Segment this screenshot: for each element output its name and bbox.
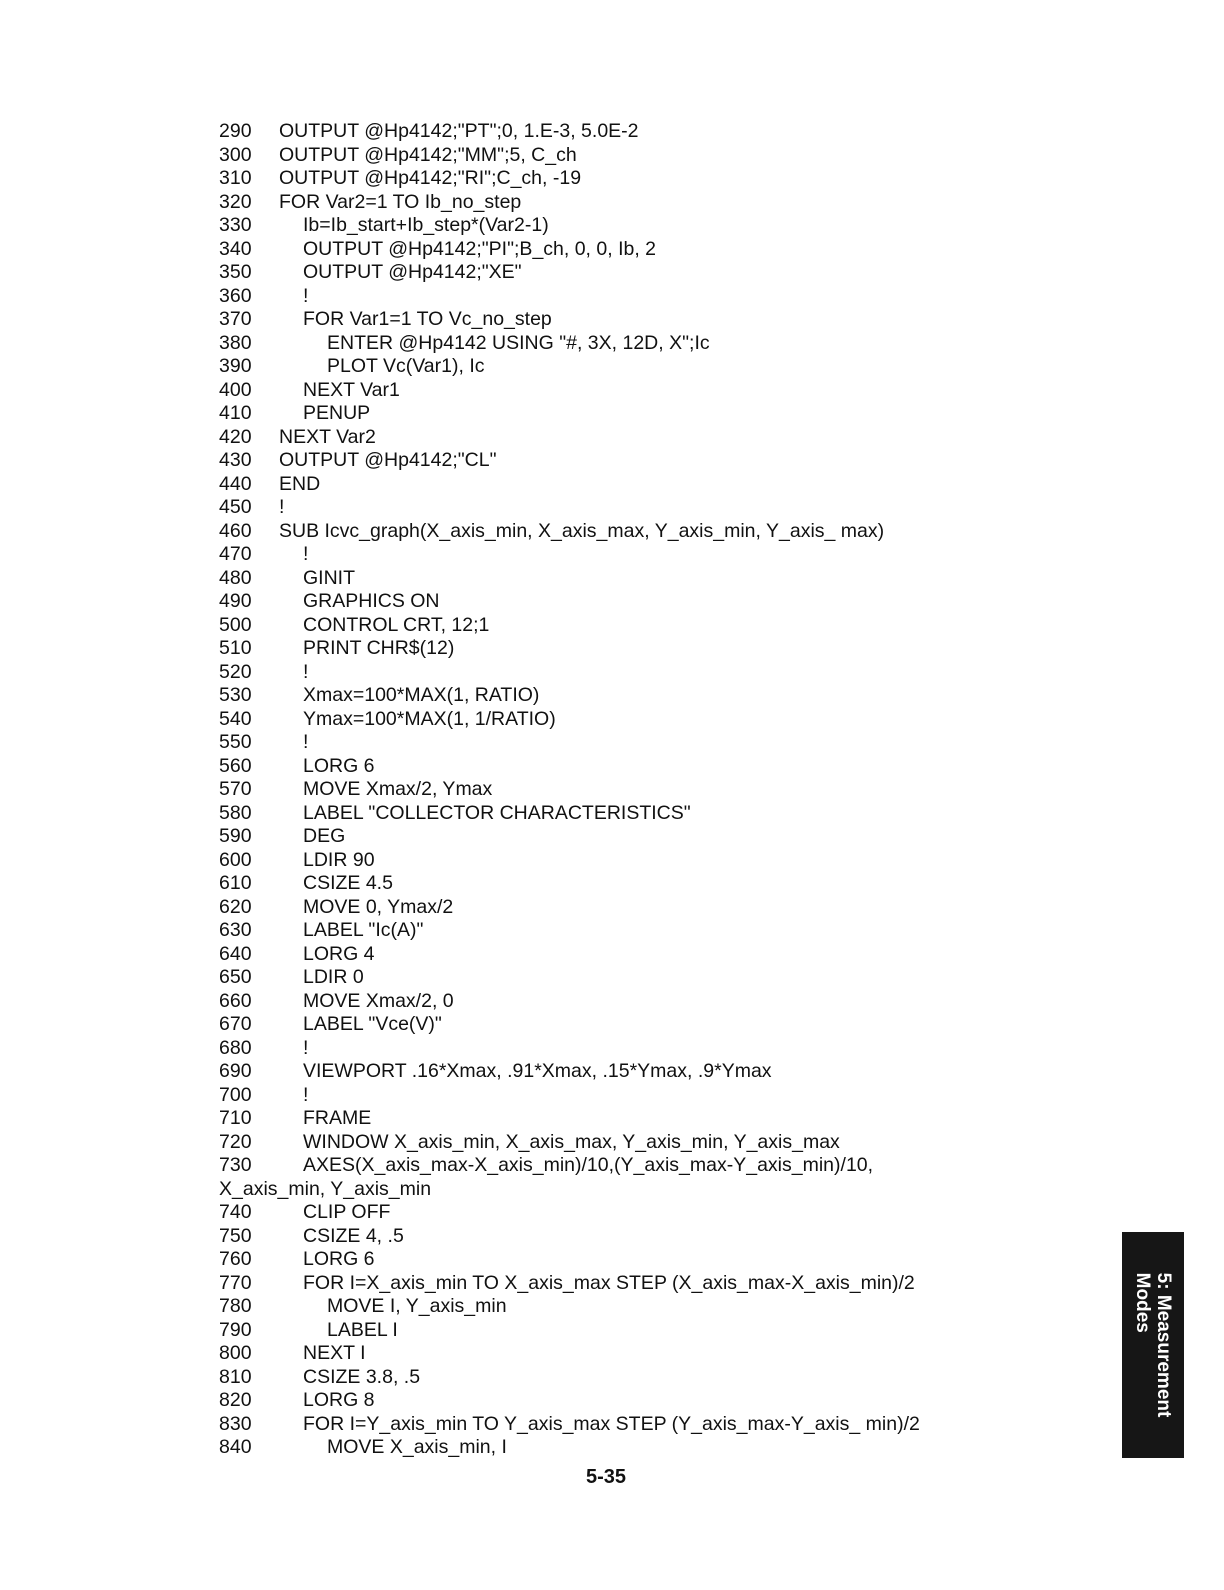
code-line bbox=[219, 1389, 1099, 1413]
code-line bbox=[219, 1107, 1099, 1131]
page-number: 5-35 bbox=[585, 1466, 627, 1488]
line-code: ENTER @Hp4142 USING "#, 3X, 12D, X";Ic bbox=[327, 331, 710, 354]
line-number: 590 bbox=[219, 825, 252, 847]
line-code: MOVE 0, Ymax/2 bbox=[303, 895, 454, 918]
section-tab-line-2: Modes bbox=[1132, 1272, 1153, 1333]
code-line bbox=[219, 1319, 1099, 1343]
code-line bbox=[219, 990, 1099, 1014]
line-number: 650 bbox=[219, 966, 252, 988]
line-code: LORG 6 bbox=[303, 754, 375, 777]
line-code: DEG bbox=[303, 825, 346, 847]
line-number: 700 bbox=[219, 1083, 252, 1106]
line-number: 360 bbox=[219, 284, 252, 307]
line-number: 480 bbox=[219, 566, 252, 589]
line-number: 800 bbox=[219, 1342, 252, 1364]
code-line bbox=[219, 1037, 1099, 1061]
code-line bbox=[219, 1131, 1099, 1155]
code-line bbox=[219, 684, 1099, 708]
line-code: NEXT Var2 bbox=[279, 425, 376, 448]
line-number: 570 bbox=[219, 778, 252, 800]
line-code: LABEL "COLLECTOR CHARACTERISTICS" bbox=[303, 801, 691, 824]
line-code: FOR Var1=1 TO Vc_no_step bbox=[303, 308, 552, 330]
code-line bbox=[219, 1060, 1099, 1084]
line-code: Xmax=100*MAX(1, RATIO) bbox=[303, 684, 540, 706]
code-line bbox=[219, 1413, 1099, 1437]
line-code: CLIP OFF bbox=[303, 1201, 391, 1223]
code-line bbox=[219, 214, 1099, 238]
code-line bbox=[219, 1225, 1099, 1249]
code-line bbox=[219, 637, 1099, 661]
line-code: PENUP bbox=[303, 402, 371, 424]
line-code: Ib=Ib_start+Ib_step*(Var2-1) bbox=[303, 214, 549, 236]
line-code: MOVE I, Y_axis_min bbox=[327, 1295, 507, 1317]
line-number: 710 bbox=[219, 1107, 252, 1129]
code-line bbox=[219, 261, 1099, 285]
code-line bbox=[219, 1366, 1099, 1390]
code-line bbox=[219, 496, 1099, 520]
line-number: 620 bbox=[219, 895, 252, 918]
code-line bbox=[219, 1272, 1099, 1296]
line-code: GINIT bbox=[303, 566, 355, 589]
line-number: 330 bbox=[219, 214, 252, 236]
line-number: 320 bbox=[219, 190, 252, 213]
line-code: FOR Var2=1 TO Ib_no_step bbox=[279, 190, 522, 213]
line-number: 350 bbox=[219, 261, 252, 283]
line-code: ! bbox=[303, 543, 309, 565]
line-number: 640 bbox=[219, 942, 252, 965]
line-code: MOVE Xmax/2, Ymax bbox=[303, 778, 493, 800]
line-number: 770 bbox=[219, 1271, 252, 1294]
line-number: 380 bbox=[219, 331, 252, 354]
code-line bbox=[219, 802, 1099, 826]
line-code: ! bbox=[303, 660, 309, 683]
section-tab bbox=[1122, 1232, 1184, 1458]
line-number: 420 bbox=[219, 425, 252, 448]
line-code: ! bbox=[279, 496, 285, 518]
line-code: ! bbox=[303, 731, 309, 753]
code-line bbox=[219, 567, 1099, 591]
line-number: 440 bbox=[219, 472, 252, 495]
line-code: OUTPUT @Hp4142;"PI";B_ch, 0, 0, Ib, 2 bbox=[303, 237, 657, 260]
code-line bbox=[219, 1248, 1099, 1272]
line-number: 290 bbox=[219, 120, 252, 142]
line-number: 450 bbox=[219, 496, 252, 518]
code-line bbox=[219, 191, 1099, 215]
line-number: 680 bbox=[219, 1036, 252, 1059]
line-number: 600 bbox=[219, 848, 252, 871]
code-line bbox=[219, 543, 1099, 567]
code-line bbox=[219, 402, 1099, 426]
line-number: 520 bbox=[219, 660, 252, 683]
code-line bbox=[219, 449, 1099, 473]
code-line bbox=[219, 1342, 1099, 1366]
code-line bbox=[219, 896, 1099, 920]
line-code: LORG 6 bbox=[303, 1248, 375, 1270]
code-line bbox=[219, 308, 1099, 332]
line-number: 560 bbox=[219, 754, 252, 777]
code-line bbox=[219, 355, 1099, 379]
line-number: 790 bbox=[219, 1318, 252, 1341]
code-line bbox=[219, 1013, 1099, 1037]
code-line bbox=[219, 426, 1099, 450]
line-code: VIEWPORT .16*Xmax, .91*Xmax, .15*Ymax, .9*Ymax bbox=[303, 1060, 772, 1082]
line-number: 630 bbox=[219, 919, 252, 941]
line-number: 460 bbox=[219, 519, 252, 542]
line-number: 550 bbox=[219, 731, 252, 753]
line-code: MOVE X_axis_min, I bbox=[327, 1436, 507, 1458]
code-line bbox=[219, 731, 1099, 755]
code-line bbox=[219, 1295, 1099, 1319]
line-number: 470 bbox=[219, 543, 252, 565]
line-code: LDIR 0 bbox=[303, 966, 364, 988]
line-code: LDIR 90 bbox=[303, 848, 375, 871]
line-code: CONTROL CRT, 12;1 bbox=[303, 613, 490, 636]
code-line bbox=[219, 473, 1099, 497]
line-code: OUTPUT @Hp4142;"RI";C_ch, -19 bbox=[279, 167, 582, 189]
line-code: X_axis_min, Y_axis_min bbox=[219, 1177, 432, 1200]
line-code: MOVE Xmax/2, 0 bbox=[303, 989, 454, 1012]
line-code: CSIZE 4, .5 bbox=[303, 1224, 404, 1247]
line-code: OUTPUT @Hp4142;"XE" bbox=[303, 261, 522, 283]
line-code: PLOT Vc(Var1), Ic bbox=[327, 355, 485, 377]
code-line bbox=[219, 332, 1099, 356]
code-line bbox=[219, 520, 1099, 544]
line-number: 400 bbox=[219, 378, 252, 401]
line-number: 510 bbox=[219, 637, 252, 659]
line-code: SUB Icvc_graph(X_axis_min, X_axis_max, Y_axis_min, Y_axis_ max) bbox=[279, 519, 885, 542]
line-number: 430 bbox=[219, 449, 252, 471]
line-code: PRINT CHR$(12) bbox=[303, 637, 455, 659]
line-number: 740 bbox=[219, 1201, 252, 1223]
line-number: 410 bbox=[219, 402, 252, 424]
code-line bbox=[219, 872, 1099, 896]
line-code: LABEL "Vce(V)" bbox=[303, 1013, 442, 1035]
line-code: LORG 8 bbox=[303, 1389, 375, 1411]
code-line bbox=[219, 1084, 1099, 1108]
line-number: 750 bbox=[219, 1224, 252, 1247]
code-line bbox=[219, 285, 1099, 309]
line-number: 580 bbox=[219, 801, 252, 824]
line-code: ! bbox=[303, 1036, 309, 1059]
line-number: 810 bbox=[219, 1365, 252, 1388]
code-line bbox=[219, 167, 1099, 191]
code-line bbox=[219, 919, 1099, 943]
line-number: 370 bbox=[219, 308, 252, 330]
line-number: 830 bbox=[219, 1412, 252, 1435]
code-listing bbox=[219, 120, 1099, 1460]
code-line bbox=[219, 144, 1099, 168]
line-number: 540 bbox=[219, 707, 252, 730]
line-number: 780 bbox=[219, 1295, 252, 1317]
code-line bbox=[219, 1178, 1099, 1202]
line-code: AXES(X_axis_max-X_axis_min)/10,(Y_axis_max-Y_axis_min)/10, bbox=[303, 1154, 874, 1176]
line-code: NEXT Var1 bbox=[303, 378, 400, 401]
line-number: 530 bbox=[219, 684, 252, 706]
line-code: GRAPHICS ON bbox=[303, 590, 440, 612]
line-number: 340 bbox=[219, 237, 252, 260]
line-number: 690 bbox=[219, 1060, 252, 1082]
line-number: 760 bbox=[219, 1248, 252, 1270]
code-line bbox=[219, 966, 1099, 990]
line-code: CSIZE 3.8, .5 bbox=[303, 1365, 421, 1388]
line-number: 300 bbox=[219, 143, 252, 166]
line-code: ! bbox=[303, 284, 309, 307]
line-code: OUTPUT @Hp4142;"CL" bbox=[279, 449, 497, 471]
line-number: 490 bbox=[219, 590, 252, 612]
line-number: 720 bbox=[219, 1130, 252, 1153]
code-line bbox=[219, 661, 1099, 685]
line-code: LABEL "Ic(A)" bbox=[303, 919, 424, 941]
code-line bbox=[219, 238, 1099, 262]
section-tab-line-1: 5: Measurement bbox=[1153, 1272, 1174, 1418]
code-line bbox=[219, 1201, 1099, 1225]
line-number: 660 bbox=[219, 989, 252, 1012]
line-code: FOR I=Y_axis_min TO Y_axis_max STEP (Y_axis_max-Y_axis_ min)/2 bbox=[303, 1412, 920, 1435]
line-code: NEXT I bbox=[303, 1342, 366, 1364]
line-code: LORG 4 bbox=[303, 942, 375, 965]
code-line bbox=[219, 755, 1099, 779]
line-code: FOR I=X_axis_min TO X_axis_max STEP (X_axis_max-X_axis_min)/2 bbox=[303, 1271, 915, 1294]
line-number: 500 bbox=[219, 613, 252, 636]
line-code: OUTPUT @Hp4142;"MM";5, C_ch bbox=[279, 143, 577, 166]
line-number: 840 bbox=[219, 1436, 252, 1458]
code-line bbox=[219, 379, 1099, 403]
line-code: END bbox=[279, 472, 321, 495]
line-code: CSIZE 4.5 bbox=[303, 872, 393, 894]
line-code: LABEL I bbox=[327, 1318, 398, 1341]
code-line bbox=[219, 1154, 1099, 1178]
code-line bbox=[219, 943, 1099, 967]
line-number: 390 bbox=[219, 355, 252, 377]
code-line bbox=[219, 614, 1099, 638]
line-number: 610 bbox=[219, 872, 252, 894]
line-code: ! bbox=[303, 1083, 309, 1106]
code-line bbox=[219, 825, 1099, 849]
code-line bbox=[219, 708, 1099, 732]
code-line bbox=[219, 1436, 1099, 1460]
line-number: 670 bbox=[219, 1013, 252, 1035]
code-line bbox=[219, 778, 1099, 802]
section-tab-label bbox=[1132, 1273, 1174, 1418]
code-line bbox=[219, 120, 1099, 144]
line-number: 310 bbox=[219, 167, 252, 189]
code-line bbox=[219, 849, 1099, 873]
line-number: 730 bbox=[219, 1154, 252, 1176]
line-code: FRAME bbox=[303, 1107, 372, 1129]
line-code: OUTPUT @Hp4142;"PT";0, 1.E-3, 5.0E-2 bbox=[279, 120, 639, 142]
line-code: WINDOW X_axis_min, X_axis_max, Y_axis_min, Y_axis_max bbox=[303, 1130, 840, 1153]
line-code: Ymax=100*MAX(1, 1/RATIO) bbox=[303, 707, 556, 730]
code-line bbox=[219, 590, 1099, 614]
line-number: 820 bbox=[219, 1389, 252, 1411]
